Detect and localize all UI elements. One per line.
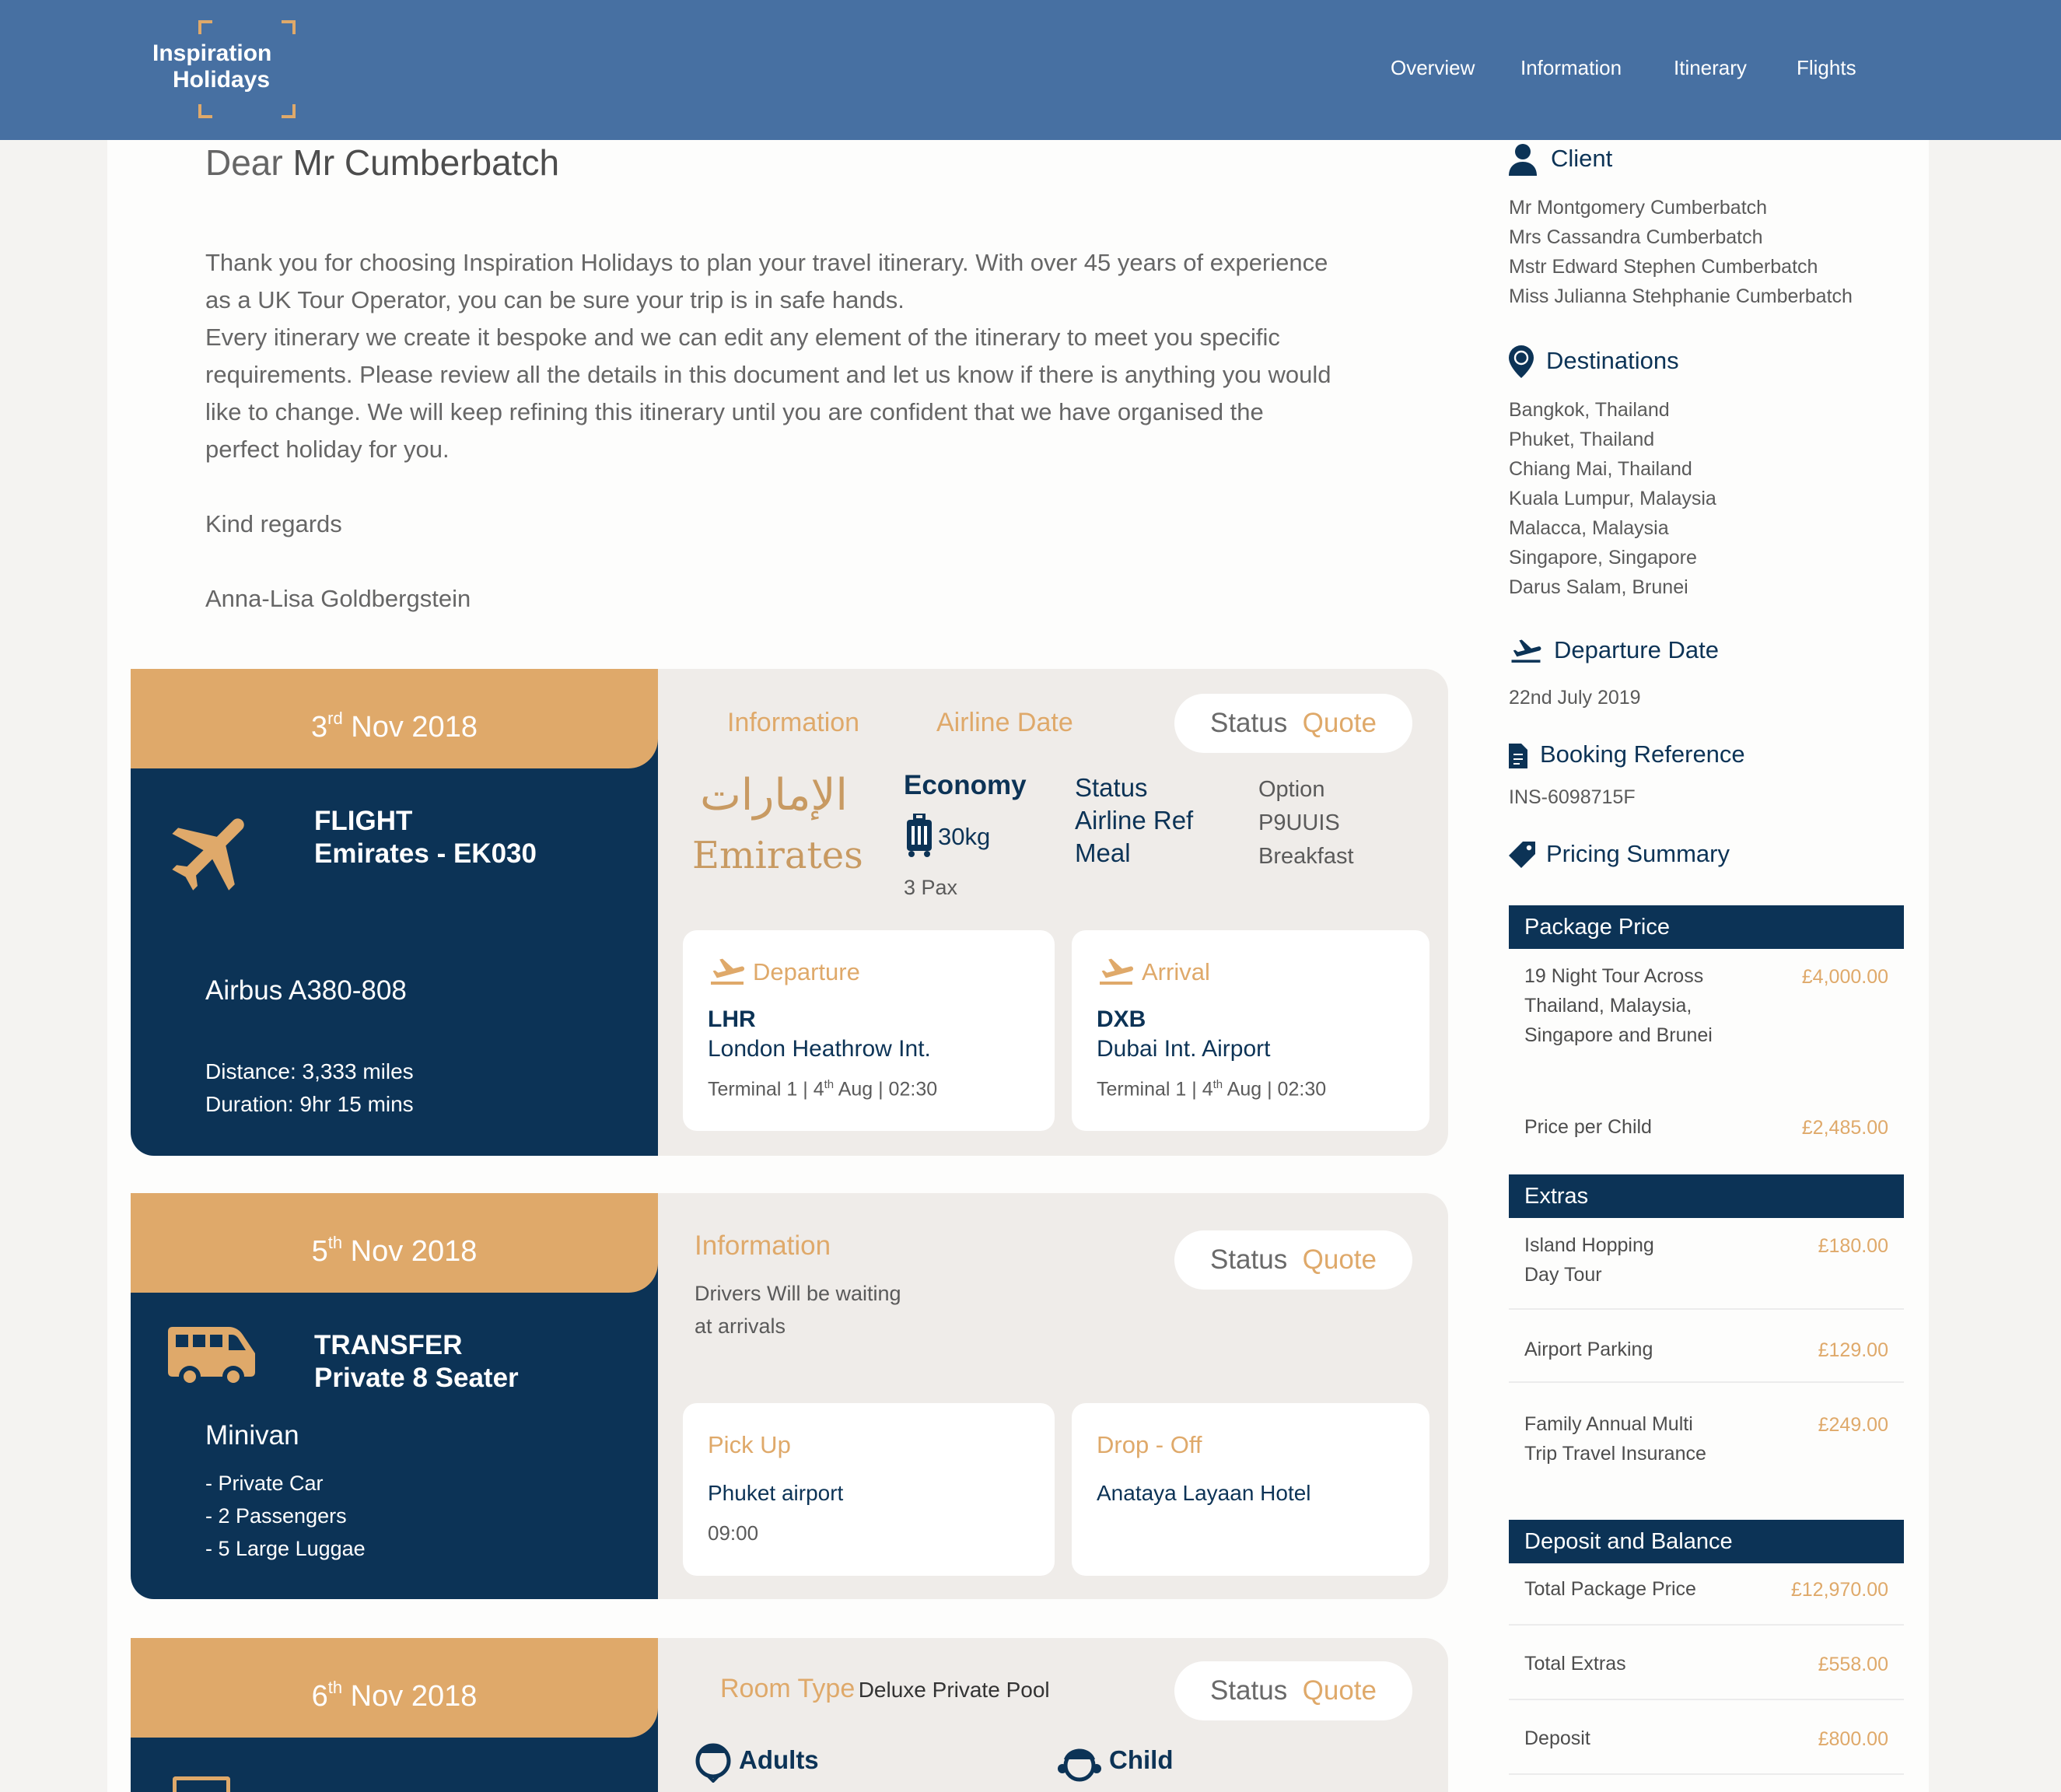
- status-label: Status: [1209, 708, 1288, 738]
- departure-date-value: 22nd July 2019: [1509, 687, 1641, 709]
- package-desc-line: 19 Night Tour Across: [1524, 965, 1704, 987]
- logo-corner: [282, 20, 296, 34]
- info-suffix: th: [1212, 1078, 1223, 1091]
- hotel-status-pill: [1174, 1661, 1412, 1720]
- flight-date-header: [131, 669, 658, 768]
- extra-island-hopping: [1524, 1230, 1654, 1290]
- flight-subtitle: Emirates - EK030: [314, 838, 537, 869]
- date-day: 5: [311, 1235, 328, 1268]
- date-suffix: th: [327, 1233, 343, 1252]
- extra-label-line: Island Hopping: [1524, 1234, 1654, 1256]
- detail-label: Status: [1075, 773, 1148, 802]
- letter-line: as a UK Tour Operator, you can be sure your trip is in safe hands.: [205, 286, 905, 313]
- package-description: [1524, 961, 1713, 1050]
- destination-item: Kuala Lumpur, Malaysia: [1509, 488, 1716, 509]
- package-price-value: £4,000.00: [1801, 966, 1888, 988]
- pricing-summary-title: Pricing Summary: [1546, 840, 1730, 867]
- transfer-type: TRANSFER: [314, 1330, 463, 1360]
- client-title: Client: [1551, 145, 1613, 172]
- detail-value: P9UUIS: [1258, 810, 1340, 835]
- status-label: Status: [1209, 1244, 1288, 1275]
- booking-reference-title: Booking Reference: [1540, 740, 1745, 768]
- extra-airport-parking: Airport Parking: [1524, 1339, 1653, 1360]
- flight-duration: Duration: 9hr 15 mins: [205, 1092, 414, 1116]
- greeting-prefix: Dear: [205, 142, 283, 183]
- room-type-value: Deluxe Private Pool: [858, 1678, 1050, 1702]
- package-price-bar: Package Price: [1509, 905, 1904, 949]
- status-value: Quote: [1302, 708, 1377, 738]
- destinations-list: [1509, 395, 1716, 602]
- departure-airport: London Heathrow Int.: [708, 1036, 931, 1062]
- extra-travel-insurance: [1524, 1409, 1706, 1468]
- total-package-price-label: Total Package Price: [1524, 1578, 1696, 1600]
- extra-label-line: Trip Travel Insurance: [1524, 1443, 1706, 1465]
- transfer-info-text: [695, 1277, 901, 1342]
- arrival-label: Arrival: [1142, 958, 1210, 985]
- transfer-info-label: Information: [695, 1230, 831, 1261]
- logo-text-line2: Holidays: [173, 67, 271, 93]
- info-prefix: Terminal 1 | 4: [708, 1078, 824, 1101]
- date-day: 6: [311, 1680, 328, 1713]
- top-header: [0, 0, 2061, 140]
- date-rest: Nov 2018: [342, 711, 478, 744]
- arrival-info: [1097, 1078, 1326, 1101]
- dropoff-place: Anataya Layaan Hotel: [1097, 1481, 1311, 1505]
- letter-line: Every itinerary we create it bespoke and we can edit any element of the itinerary to meet you specific: [205, 324, 1280, 351]
- aircraft-model: Airbus A380-808: [205, 975, 407, 1006]
- package-desc-line: Singapore and Brunei: [1524, 1024, 1713, 1046]
- letter-line: Thank you for choosing Inspiration Holidays to plan your travel itinerary. With over 45 years of experience: [205, 249, 1328, 276]
- status-value: Quote: [1302, 1675, 1377, 1706]
- extra-label-line: Family Annual Multi: [1524, 1413, 1693, 1435]
- brand-logo[interactable]: [148, 20, 296, 118]
- transfer-status-pill: [1174, 1230, 1412, 1290]
- emirates-logo-arabic: الإمارات: [700, 770, 848, 821]
- date-day: 3: [311, 711, 328, 744]
- departure-date-icon: [1509, 636, 1543, 664]
- info-line: at arrivals: [695, 1314, 786, 1338]
- emirates-logo: [692, 770, 863, 887]
- destinations-title: Destinations: [1546, 347, 1679, 374]
- arrival-code: DXB: [1097, 1006, 1146, 1032]
- baggage-allowance: 30kg: [938, 823, 991, 850]
- pickup-place: Phuket airport: [708, 1481, 844, 1505]
- cabin-class: Economy: [904, 770, 1027, 800]
- bed-icon: [173, 1776, 230, 1792]
- destination-item: Singapore, Singapore: [1509, 547, 1697, 569]
- nav-overview[interactable]: Overview: [1391, 56, 1475, 79]
- pickup-label: Pick Up: [708, 1431, 791, 1458]
- info-rest: Aug | 02:30: [834, 1078, 938, 1101]
- adult-icon: [695, 1741, 732, 1783]
- row-divider: [1509, 1624, 1904, 1626]
- flight-type: FLIGHT: [314, 806, 413, 836]
- deposit-balance-bar: Deposit and Balance: [1509, 1520, 1904, 1563]
- row-divider: [1509, 1699, 1904, 1700]
- info-line: Drivers Will be waiting: [695, 1282, 901, 1305]
- minivan-icon: [166, 1324, 258, 1386]
- client-name: Mr Montgomery Cumberbatch: [1509, 197, 1768, 219]
- luggage-icon: [905, 814, 933, 857]
- destination-item: Malacca, Malaysia: [1509, 517, 1669, 539]
- child-price-value: £2,485.00: [1801, 1117, 1888, 1139]
- date-suffix: rd: [327, 709, 343, 728]
- tab-information[interactable]: Information: [727, 708, 860, 737]
- client-name: Mrs Cassandra Cumberbatch: [1509, 226, 1763, 248]
- logo-corner: [282, 104, 296, 118]
- departure-code: LHR: [708, 1006, 756, 1032]
- date-rest: Nov 2018: [342, 1235, 478, 1268]
- destination-item: Darus Salam, Brunei: [1509, 576, 1688, 598]
- extra-label-line: Day Tour: [1524, 1264, 1602, 1286]
- date-suffix: th: [327, 1678, 343, 1697]
- logo-corner: [198, 104, 212, 118]
- tab-airline-date[interactable]: Airline Date: [936, 708, 1073, 737]
- destination-item: Phuket, Thailand: [1509, 429, 1655, 450]
- child-price-label: Price per Child: [1524, 1116, 1652, 1138]
- detail-label: Meal: [1075, 838, 1131, 867]
- child-label: Child: [1109, 1745, 1174, 1774]
- price-tag-icon: [1509, 842, 1535, 868]
- feature-item: - 2 Passengers: [205, 1504, 347, 1528]
- client-name: Mstr Edward Stephen Cumberbatch: [1509, 256, 1818, 278]
- total-extras-value: £558.00: [1818, 1654, 1888, 1675]
- row-divider: [1509, 1308, 1904, 1310]
- nav-information[interactable]: Information: [1520, 56, 1622, 79]
- flight-detail-values: [1258, 773, 1354, 873]
- dropoff-label: Drop - Off: [1097, 1431, 1202, 1458]
- nav-flights[interactable]: Flights: [1797, 56, 1856, 79]
- deposit-value: £800.00: [1818, 1728, 1888, 1750]
- letter-line: requirements. Please review all the details in this document and let us know if there is anything you would: [205, 361, 1331, 388]
- client-name: Miss Julianna Stehphanie Cumberbatch: [1509, 285, 1853, 307]
- total-extras-label: Total Extras: [1524, 1653, 1626, 1675]
- departure-info: [708, 1078, 937, 1101]
- letter-body: [205, 244, 1331, 468]
- total-package-price-value: £12,970.00: [1790, 1579, 1888, 1601]
- location-pin-icon: [1509, 345, 1534, 378]
- date-rest: Nov 2018: [342, 1680, 478, 1713]
- extras-bar: Extras: [1509, 1174, 1904, 1218]
- pickup-time: 09:00: [708, 1521, 759, 1545]
- flight-distance: Distance: 3,333 miles: [205, 1059, 414, 1083]
- greeting-name: Mr Cumberbatch: [292, 142, 560, 183]
- client-list: [1509, 193, 1853, 311]
- letter-signature: Anna-Lisa Goldbergstein: [205, 585, 471, 612]
- destination-item: Chiang Mai, Thailand: [1509, 458, 1692, 480]
- departure-label: Departure: [753, 958, 860, 985]
- destination-item: Bangkok, Thailand: [1509, 399, 1670, 421]
- extra-airport-parking-value: £129.00: [1818, 1339, 1888, 1361]
- arrival-icon: [1097, 955, 1135, 986]
- extra-travel-insurance-value: £249.00: [1818, 1414, 1888, 1436]
- feature-item: - 5 Large Luggae: [205, 1537, 366, 1560]
- logo-corner: [198, 20, 212, 34]
- detail-label: Airline Ref: [1075, 806, 1194, 835]
- info-rest: Aug | 02:30: [1223, 1078, 1327, 1101]
- letter-signoff: Kind regards: [205, 510, 342, 537]
- status-label: Status: [1209, 1675, 1288, 1706]
- emirates-logo-text: Emirates: [692, 834, 863, 877]
- transfer-subtitle: Private 8 Seater: [314, 1363, 519, 1393]
- logo-text-line1: Inspiration: [152, 40, 272, 66]
- document-icon: [1509, 744, 1527, 768]
- detail-value: Option: [1258, 777, 1325, 802]
- vehicle-features: [205, 1467, 366, 1565]
- extra-island-hopping-value: £180.00: [1818, 1235, 1888, 1257]
- row-divider: [1509, 1773, 1904, 1775]
- flight-detail-labels: [1075, 772, 1193, 870]
- person-icon: [1509, 143, 1537, 176]
- hotel-date-header: [131, 1638, 658, 1738]
- booking-reference-value: INS-6098715F: [1509, 786, 1636, 808]
- letter-line: like to change. We will keep refining this itinerary until you are confident that we have organised the: [205, 398, 1264, 425]
- package-desc-line: Thailand, Malaysia,: [1524, 995, 1692, 1017]
- room-type: [720, 1674, 1050, 1704]
- flight-status-pill: [1174, 694, 1412, 753]
- departure-date-title: Departure Date: [1554, 636, 1719, 663]
- info-suffix: th: [824, 1078, 835, 1091]
- info-prefix: Terminal 1 | 4: [1097, 1078, 1213, 1101]
- feature-item: - Private Car: [205, 1472, 324, 1495]
- detail-value: Breakfast: [1258, 844, 1354, 869]
- child-icon: [1056, 1744, 1103, 1783]
- airplane-icon: [163, 801, 264, 902]
- vehicle-type: Minivan: [205, 1420, 299, 1451]
- arrival-airport: Dubai Int. Airport: [1097, 1036, 1271, 1062]
- deposit-label: Deposit: [1524, 1727, 1590, 1749]
- greeting: [205, 142, 559, 184]
- room-type-label: Room Type: [720, 1674, 856, 1703]
- nav-itinerary[interactable]: Itinerary: [1674, 56, 1747, 79]
- departure-icon: [708, 955, 747, 986]
- status-value: Quote: [1302, 1244, 1377, 1275]
- row-divider: [1509, 1381, 1904, 1383]
- transfer-date-header: [131, 1193, 658, 1293]
- adults-label: Adults: [739, 1745, 819, 1774]
- passenger-count: 3 Pax: [904, 876, 958, 899]
- letter-line: perfect holiday for you.: [205, 436, 450, 463]
